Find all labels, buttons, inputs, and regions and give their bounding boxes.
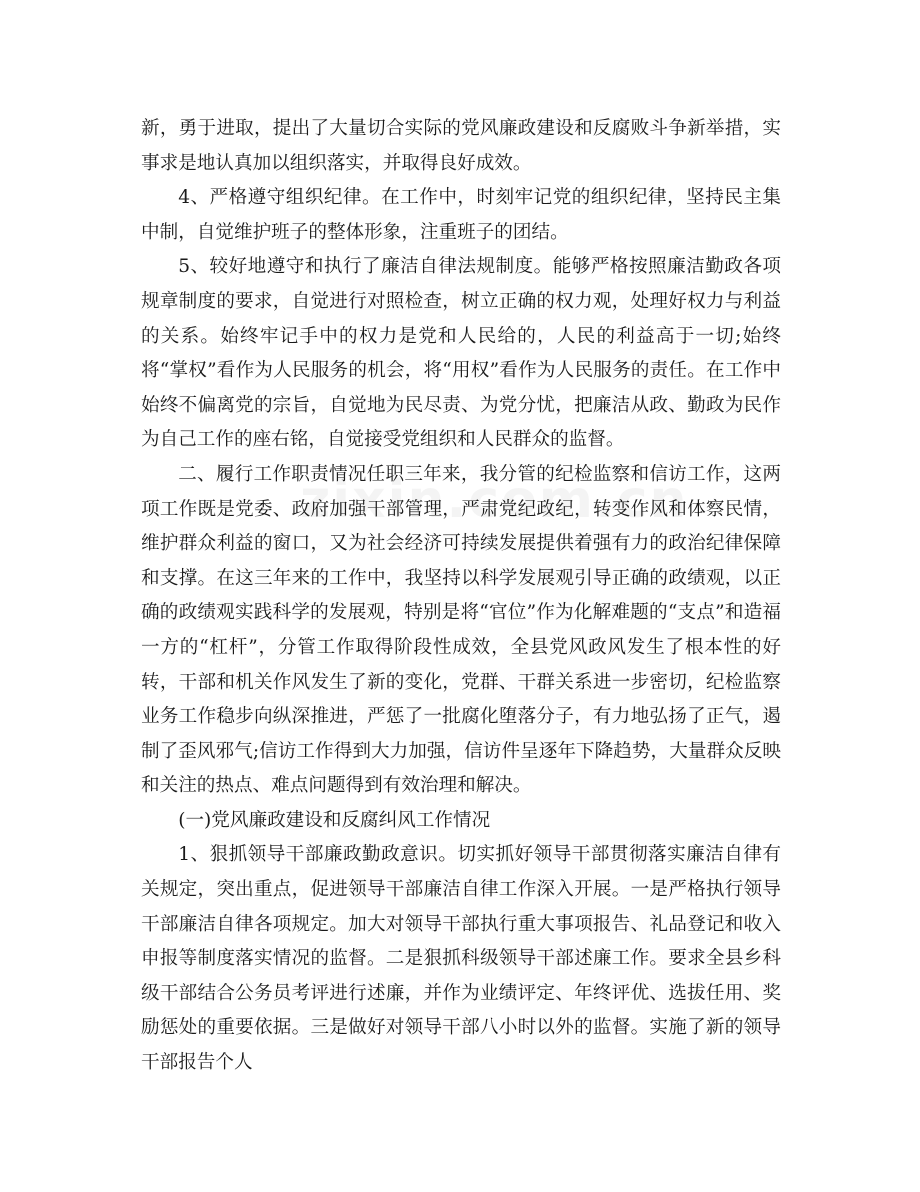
section-heading: (一)党风廉政建设和反腐纠风工作情况 xyxy=(178,809,491,831)
paragraph-continuation: 新，勇于进取，提出了大量切合实际的党风廉政建设和反腐败斗争新举措，实事求是地认真加以组织落实，并取得良好成效。 xyxy=(141,118,781,174)
paragraph-duty-performance: 二、履行工作职责情况任职三年来，我分管的纪检监察和信访工作，这两项工作既是党委、政府加强干部管理，严肃党纪政纪，转变作风和体察民情，维护群众利益的窗口，又为社会经济可持续发展提供着强有力的政治纪律保障和支撑。在这三年来的工作中，我坚持以科学发展观引导正确的政绩观，以正确的政绩观实践科学的发展观，特别是将“官位”作为化解难题的“支点”和造福一方的“杠杆”，分管工作取得阶段性成效，全县党风政风发生了根本性的好转，干部和机关作风发生了新的变化，党群、干群关系进一步密切，纪检监察业务工作稳步向纵深推进，严惩了一批腐化堕落分子，有力地弘扬了正气，遏制了歪风邪气;信访工作得到大力加强，信访件呈逐年下降趋势，大量群众反映和关注的热点、难点问题得到有效治理和解决。 xyxy=(141,463,781,797)
paragraph-organization-discipline: 4、严格遵守组织纪律。在工作中，时刻牢记党的组织纪律，坚持民主集中制，自觉维护班子的整体形象，注重班子的团结。 xyxy=(141,187,781,243)
document-body xyxy=(141,112,781,1081)
paragraph-leadership-integrity: 1、狠抓领导干部廉政勤政意识。切实抓好领导干部贯彻落实廉洁自律有关规定，突出重点，促进领导干部廉洁自律工作深入开展。一是严格执行领导干部廉洁自律各项规定。加大对领导干部执行重大事项报告、礼品登记和收入申报等制度落实情况的监督。二是狠抓科级领导干部述廉工作。要求全县乡科级干部结合公务员考评进行述廉，并作为业绩评定、年终评优、选拔任用、奖励惩处的重要依据。三是做好对领导干部八小时以外的监督。实施了新的领导干部报告个人 xyxy=(141,844,781,1074)
paragraph-integrity-rules: 5、较好地遵守和执行了廉洁自律法规制度。能够严格按照廉洁勤政各项规章制度的要求，自觉进行对照检查，树立正确的权力观，处理好权力与利益的关系。始终牢记手中的权力是党和人民给的，人民的利益高于一切;始终将“掌权”看作为人民服务的机会，将“用权”看作为人民服务的责任。在工作中始终不偏离党的宗旨，自觉地为民尽责、为党分忧，把廉洁从政、勤政为民作为自己工作的座右铭，自觉接受党组织和人民群众的监督。 xyxy=(141,256,781,451)
